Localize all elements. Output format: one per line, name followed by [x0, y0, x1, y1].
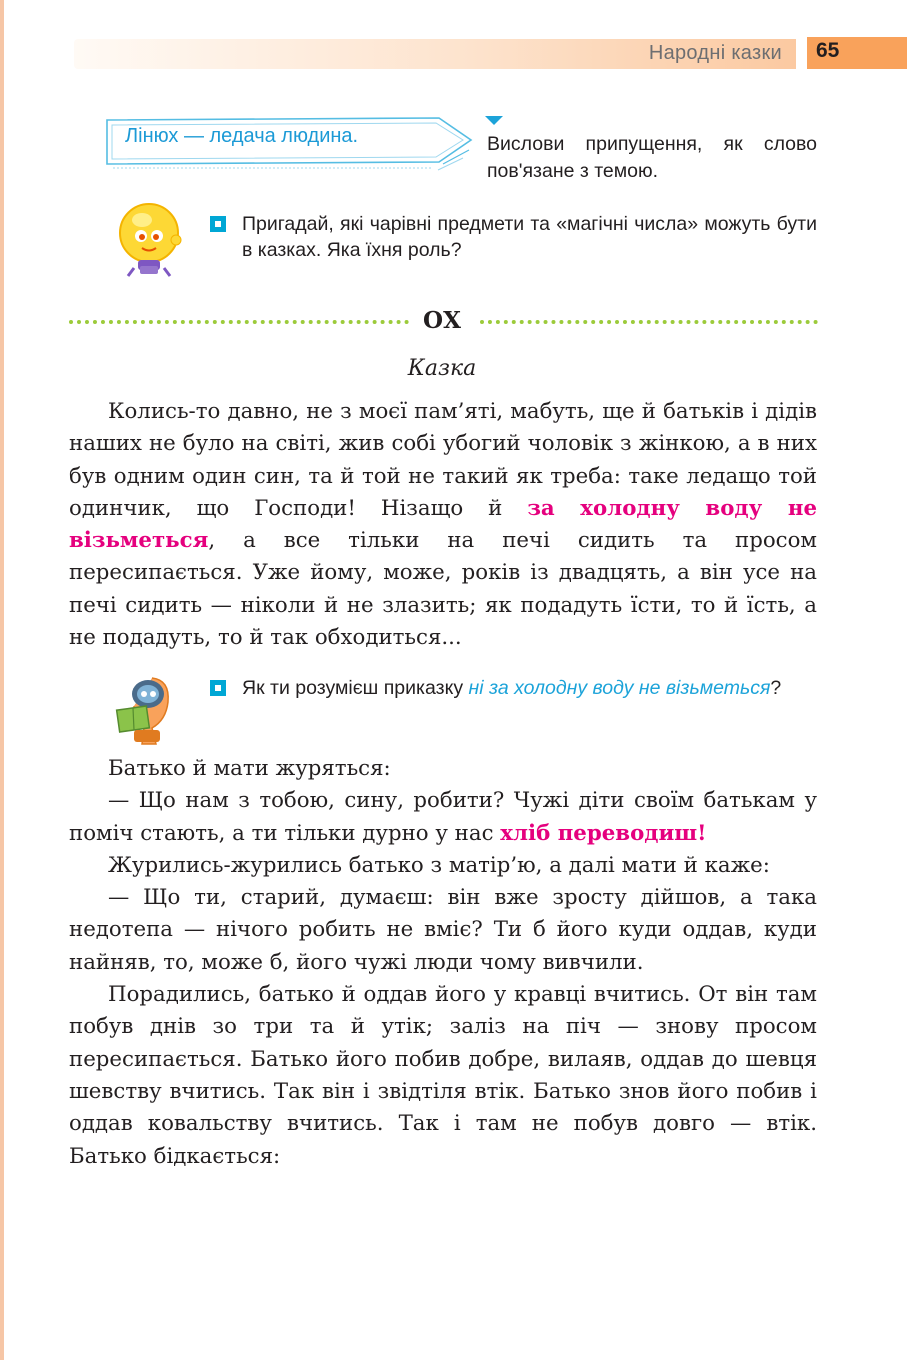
task-question-1: Пригадай, які чарівні предмети та «магічні числа» можуть бути в казках. Яка їхня роль? [242, 213, 817, 261]
paragraph-text-part: — Що нам з тобою, сину, робити? Чужі діти своїм батькам у поміч стають, а ти тільки дурно у нас [69, 788, 817, 846]
task-highlighted-proverb: ні за холодну воду не візьметься [468, 677, 771, 699]
paragraph-text [69, 785, 817, 850]
section-header [74, 39, 796, 69]
highlighted-phrase: за холодну воду не візьметься [69, 495, 817, 554]
paragraph-text [69, 396, 817, 654]
paragraph-text: Журились-журились батько з матір’ю, а далі мати й каже: [108, 852, 770, 878]
story-subtitle: Казка [407, 356, 477, 381]
reading-robot-mascot-icon [112, 670, 178, 750]
task-text-part: ? [770, 677, 782, 699]
paragraph-text-part: Колись-то давно, не з моєї пам’яті, мабуть, ще й батьків і дідів наших не було на світі, жив собі убогий чоловік з жінкою, а в них був одним один син, та й той не такий як треба: таке ледащо той одинчик, що Господи! Нізащо й [69, 399, 817, 521]
page-number: 65 [816, 39, 840, 62]
task-marker-icon [210, 216, 226, 232]
story-paragraph-1 [69, 396, 817, 654]
lightbulb-mascot-icon [116, 200, 186, 282]
page-number-box [807, 37, 907, 69]
story-title: ОХ [423, 307, 461, 334]
highlighted-phrase: хліб переводиш! [500, 820, 707, 846]
paragraph-text: Батько й мати журяться: [108, 756, 391, 781]
side-note: Вислови припущення, як слово пов'язане з темою. [487, 133, 817, 182]
task-question-2 [242, 675, 817, 701]
dotted-divider-right [480, 320, 818, 324]
triangle-marker-icon [485, 116, 503, 126]
task-text-part: Як ти розумієш приказку [242, 677, 469, 699]
task-marker-icon [210, 680, 226, 696]
glossary-text: Лінюх — ледача людина. [125, 125, 359, 147]
paragraph-text: — Що ти, старий, думаєш: він вже зросту дійшов, а така недотепа — нічого робить не вміє? Ти б його куди оддав, куди найняв, то, може б, його чужі люди чому вивчили. [69, 885, 817, 975]
paragraph-text: Порадились, батько й оддав його у кравці вчитись. От він там побув днів зо три та й утік; заліз на піч — знову просом пересипається. Батько його побив добре, вилаяв, оддав до шевця шевству вчитись. Так він і звідтіля втік. Батько знов його побив і оддав ковальству вчитись. Так і там не побув довго — втік. Батько бідкається: [69, 982, 817, 1169]
paragraph-text-part: , а все тільки на печі сидить та просом пересипається. Уже йому, може, років із двадцять, а він усе на печі сидить — ніколи й не злазить; як подадуть їсти, то й їсть, а не подадуть, то й так обходиться... [69, 528, 817, 651]
page-edge-strip [0, 0, 4, 1360]
section-title: Народні казки [648, 42, 782, 64]
story-paragraph-2 [69, 753, 817, 1173]
dotted-divider-left [69, 320, 409, 324]
